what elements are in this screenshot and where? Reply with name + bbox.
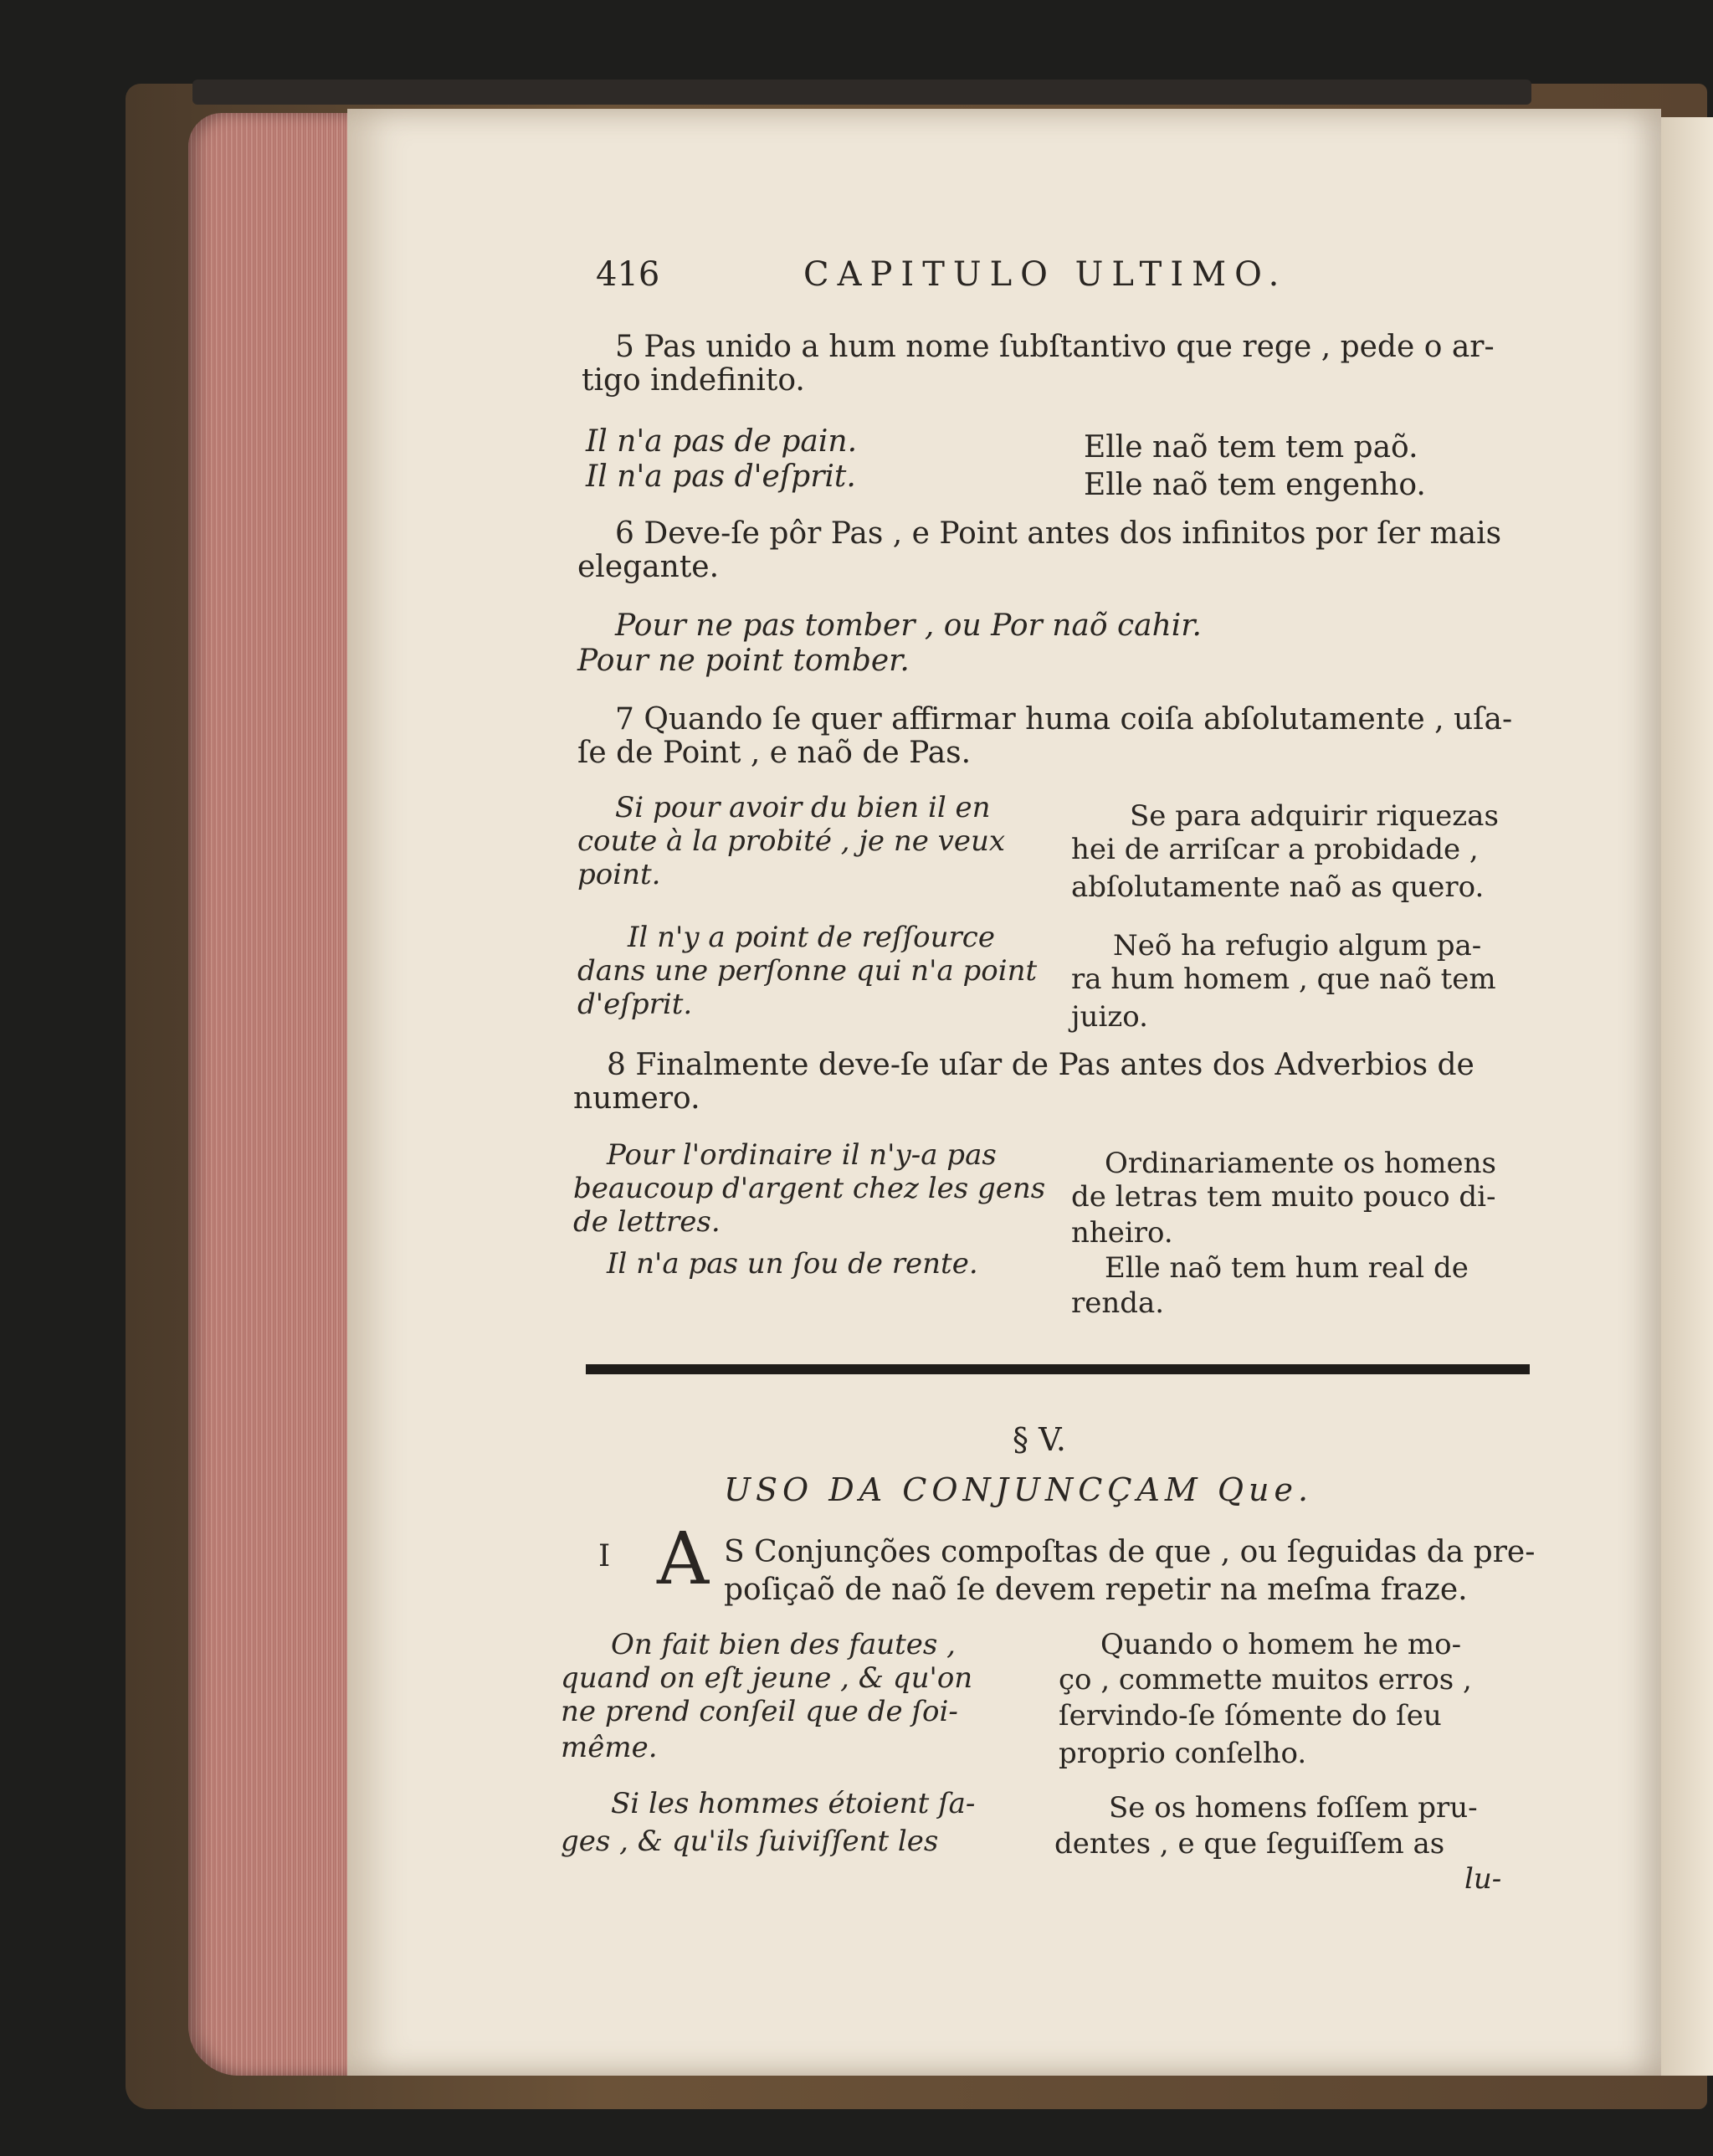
book-page	[347, 109, 1661, 2076]
rule6-line2: elegante.	[577, 550, 720, 584]
page-edges	[188, 113, 356, 2076]
ex7b-pt-1: Neõ ha refugio algum pa-	[1113, 929, 1482, 963]
ex5-pt1: Elle naõ tem tem paõ.	[1084, 430, 1418, 465]
rule5-line2: tigo indefinito.	[582, 363, 805, 398]
ex5-fr2: Il n'a pas d'eſprit.	[586, 459, 856, 494]
s5-rule1-line1: S Conjunções compoſtas de que , ou ſeguidas da pre-	[724, 1535, 1536, 1569]
s5-ex2-pt-1: Se os homens foſſem pru-	[1109, 1791, 1478, 1825]
ex7b-pt-2: ra hum homem , que naõ tem	[1071, 963, 1496, 996]
ex8b-pt-1: Elle naõ tem hum real de	[1105, 1251, 1469, 1285]
ex8a-pt-2: de letras tem muito pouco di-	[1071, 1180, 1496, 1214]
ex8a-pt-1: Ordinariamente os homens	[1105, 1147, 1496, 1180]
running-title: CAPITULO ULTIMO.	[803, 255, 1288, 294]
ex7a-pt-1: Se para adquirir riquezas	[1130, 799, 1499, 833]
ex8a-fr-2: beaucoup d'argent chez les gens	[573, 1172, 1046, 1205]
rule6-line1: 6 Deve-ſe pôr Pas , e Point antes dos infinitos por ſer mais	[615, 516, 1502, 551]
book-spine-top	[192, 80, 1531, 105]
s5-ex1-pt-1: Quando o homem he mo-	[1100, 1628, 1462, 1661]
rule7-line2: ſe de Point , e naõ de Pas.	[577, 736, 972, 770]
s5-ex1-fr-3: ne prend conſeil que de ſoi-	[561, 1695, 958, 1728]
ex7a-fr-2: coute à la probité , je ne veux	[577, 824, 1006, 858]
section-divider	[586, 1364, 1530, 1374]
rule8-line1: 8 Finalmente deve-ſe uſar de Pas antes dos Adverbios de	[607, 1048, 1475, 1082]
s5-rule1-dropcap: A	[657, 1517, 710, 1601]
ex8a-fr-3: de lettres.	[573, 1205, 721, 1239]
ex7b-fr-2: dans une perſonne qui n'a point	[577, 954, 1038, 988]
ex7a-fr-1: Si pour avoir du bien il en	[615, 791, 991, 824]
ex7b-fr-3: d'eſprit.	[577, 988, 693, 1021]
catchword: lu-	[1464, 1862, 1502, 1896]
ex8b-fr-1: Il n'a pas un ſou de rente.	[607, 1247, 978, 1281]
ex6-line1: Pour ne pas tomber , ou Por naõ cahir.	[615, 608, 1202, 643]
section-title: USO DA CONJUNCÇAM Que.	[724, 1471, 1314, 1508]
ex8a-pt-3: nheiro.	[1071, 1216, 1173, 1250]
ex6-line2: Pour ne point tomber.	[577, 644, 910, 678]
rule7-line1: 7 Quando ſe quer affirmar huma coiſa abſolutamente , uſa-	[615, 702, 1513, 737]
s5-ex1-fr-4: même.	[561, 1731, 658, 1764]
s5-rule1-line2: poſiçaõ de naõ ſe devem repetir na meſma fraze.	[724, 1573, 1468, 1607]
page-number: 416	[596, 255, 660, 294]
ex8a-fr-1: Pour l'ordinaire il n'y-a pas	[607, 1138, 997, 1172]
s5-ex1-fr-2: quand on eſt jeune , & qu'on	[561, 1661, 973, 1695]
s5-ex2-pt-2: dentes , e que ſeguiſſem as	[1054, 1827, 1445, 1861]
ex7a-pt-2: hei de arriſcar a probidade ,	[1071, 833, 1479, 866]
ex8b-pt-2: renda.	[1071, 1286, 1165, 1320]
ex7a-pt-3: abſolutamente naõ as quero.	[1071, 870, 1485, 904]
s5-rule1-num: I	[598, 1539, 611, 1573]
s5-ex2-fr-2: ges , & qu'ils ſuiviſſent les	[561, 1825, 939, 1858]
s5-ex1-fr-1: On fait bien des fautes ,	[611, 1628, 956, 1661]
s5-ex2-fr-1: Si les hommes étoient ſa-	[611, 1787, 976, 1820]
s5-ex1-pt-2: ço , commette muitos erros ,	[1059, 1663, 1472, 1697]
ex7b-fr-1: Il n'y a point de reſſource	[628, 921, 995, 954]
ex5-fr1: Il n'a pas de pain.	[586, 424, 858, 459]
s5-ex1-pt-3: ſervindo-ſe ſómente do ſeu	[1059, 1699, 1442, 1732]
rule8-line2: numero.	[573, 1081, 700, 1116]
ex5-pt2: Elle naõ tem engenho.	[1084, 468, 1426, 502]
ex7a-fr-3: point.	[577, 858, 661, 891]
s5-ex1-pt-4: proprio conſelho.	[1059, 1737, 1307, 1770]
ex7b-pt-3: juizo.	[1071, 1000, 1148, 1034]
facing-page-edge	[1661, 117, 1713, 2076]
section-number: § V.	[1013, 1421, 1066, 1458]
rule5-line1: 5 Pas unido a hum nome ſubſtantivo que rege , pede o ar-	[615, 330, 1495, 364]
